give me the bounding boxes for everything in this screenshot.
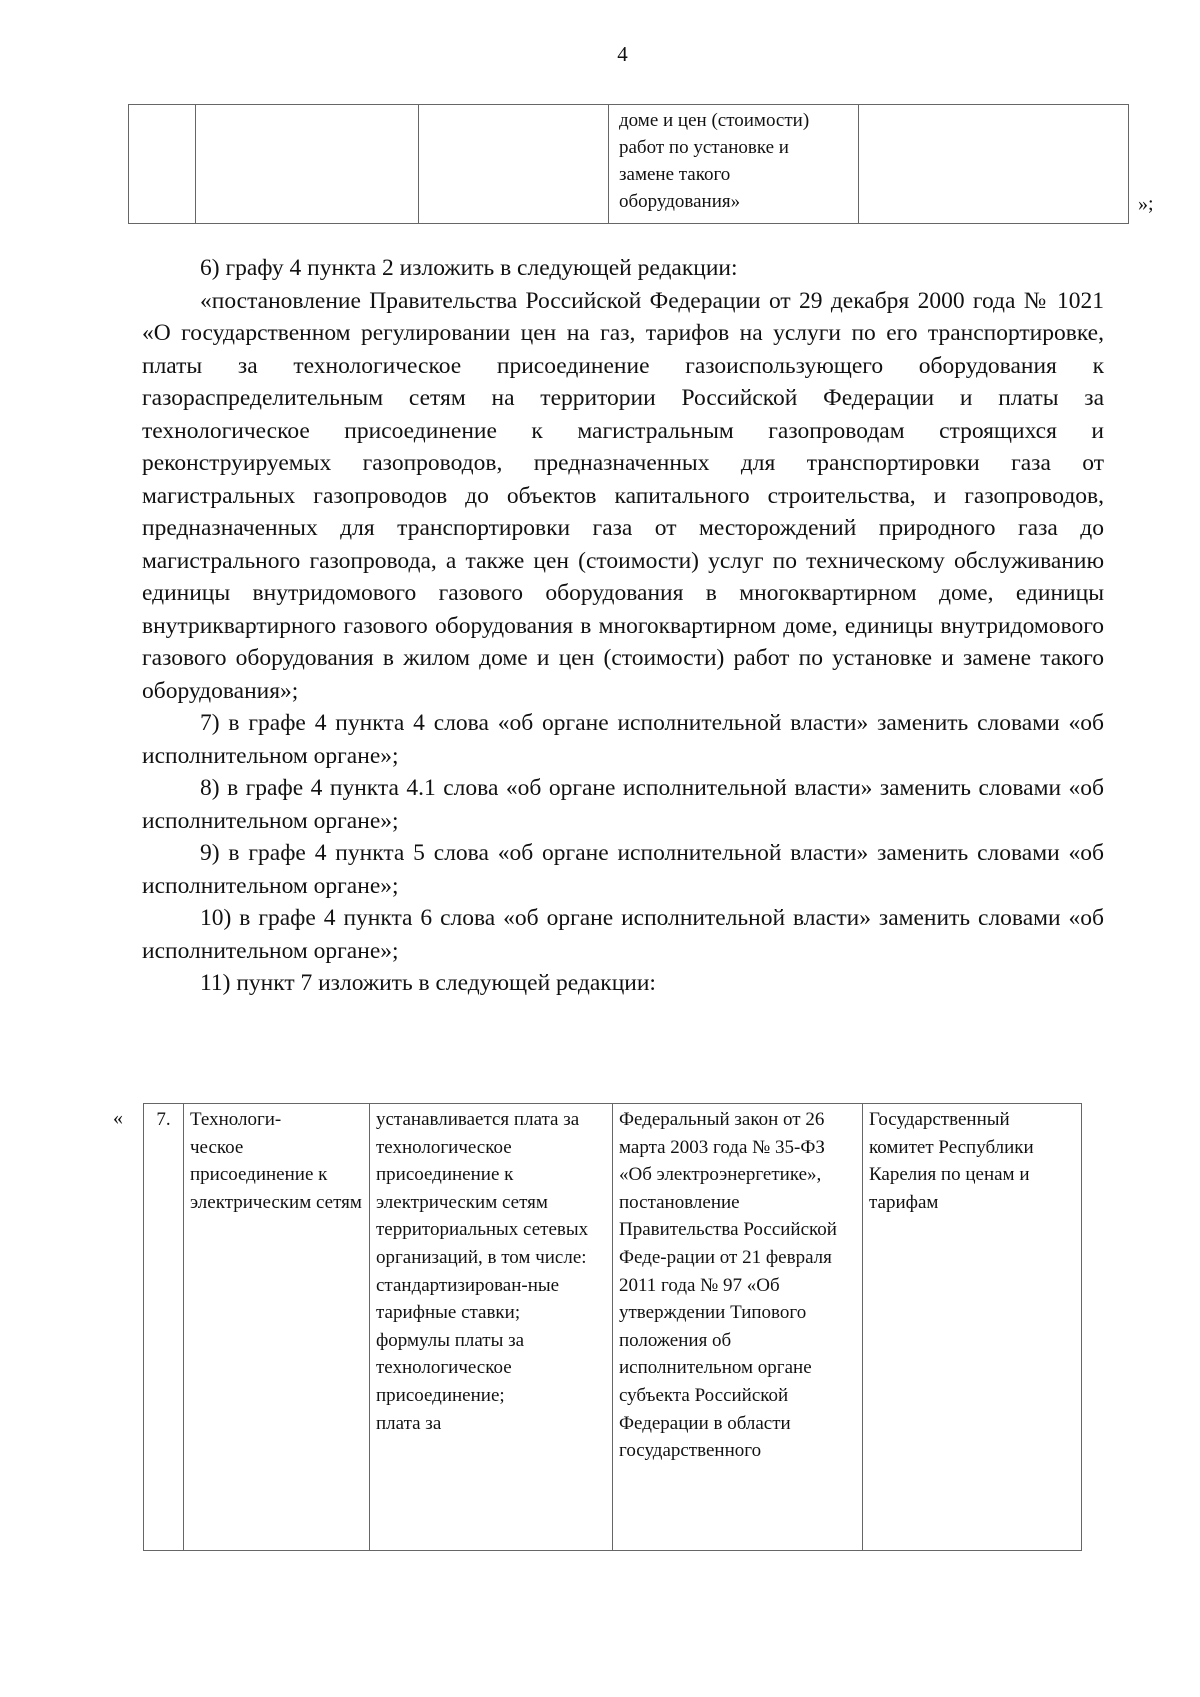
row-description: устанавливается плата за технологическое присоединение к электрическим сетям территориальных сетевых организаций, в том числе: стандартизирован-ные тарифные ставки; формулы платы за технологическое присоединение; плата за [370, 1104, 613, 1551]
table-cell-text: доме и цен (стоимости) работ по установке и замене такого оборудования» [609, 105, 859, 224]
item-7-table [143, 1103, 1082, 1551]
paragraph-8: 8) в графе 4 пункта 4.1 слова «об органе исполнительной власти» заменить словами «об исполнительном органе»; [142, 775, 1104, 834]
paragraph-7: 7) в графе 4 пункта 4 слова «об органе исполнительной власти» заменить словами «об исполнительном органе»; [142, 710, 1104, 769]
paragraph-quoted-resolution: «постановление Правительства Российской Федерации от 29 декабря 2000 года № 1021 «О государственном регулировании цен на газ, тарифов на услуги по его транспортировке, платы за технологическое присоединение газоиспользующего оборудования к газораспределительным сетям на территории Российской Федерации и платы за технологическое присоединение к магистральным газопроводам строящихся и реконструируемых газопроводов, предназначенных для транспортировки газа от магистральных газопроводов до объектов капитального строительства, и газопроводов, предназначенных для транспортировки газа от месторождений природного газа до магистрального газопровода, а также цен (стоимости) услуг по техническому обслуживанию единицы внутридомового газового оборудования в многоквартирном доме, единицы внутриквартирного газового оборудования в многоквартирном доме, единицы внутридомового газового оборудования в жилом доме и цен (стоимости) работ по установке и замене такого оборудования»; [142, 287, 1104, 704]
table-cell [196, 105, 419, 224]
row-number: 7. [144, 1104, 184, 1551]
page-number: 4 [617, 42, 628, 66]
previous-table-fragment [128, 104, 1129, 224]
paragraph-6: 6) графу 4 пункта 2 изложить в следующей редакции: [200, 255, 738, 281]
table-opening-mark: « [113, 1107, 123, 1129]
row-authority: Государственный комитет Республики Карелия по ценам и тарифам [863, 1104, 1082, 1551]
document-body [142, 252, 1104, 1000]
table-cell [129, 105, 196, 224]
table-row [129, 105, 1129, 224]
table-cell [419, 105, 609, 224]
paragraph-10: 10) в графе 4 пункта 6 слова «об органе исполнительной власти» заменить словами «об исполнительном органе»; [142, 905, 1104, 964]
table-row [144, 1104, 1082, 1551]
table-cell [859, 105, 1129, 224]
paragraph-11: 11) пункт 7 изложить в следующей редакции: [200, 970, 656, 996]
row-name: Технологи- ческое присоединение к электрическим сетям [184, 1104, 370, 1551]
row-legal-basis: Федеральный закон от 26 марта 2003 года № 35-ФЗ «Об электроэнергетике», постановление Правительства Российской Феде-рации от 21 февраля 2011 года № 97 «Об утверждении Типового положения об исполнительном органе субъекта Российской Федерации в области государственного [613, 1104, 863, 1551]
paragraph-9: 9) в графе 4 пункта 5 слова «об органе исполнительной власти» заменить словами «об исполнительном органе»; [142, 840, 1104, 899]
table-closing-mark: »; [1138, 193, 1154, 215]
